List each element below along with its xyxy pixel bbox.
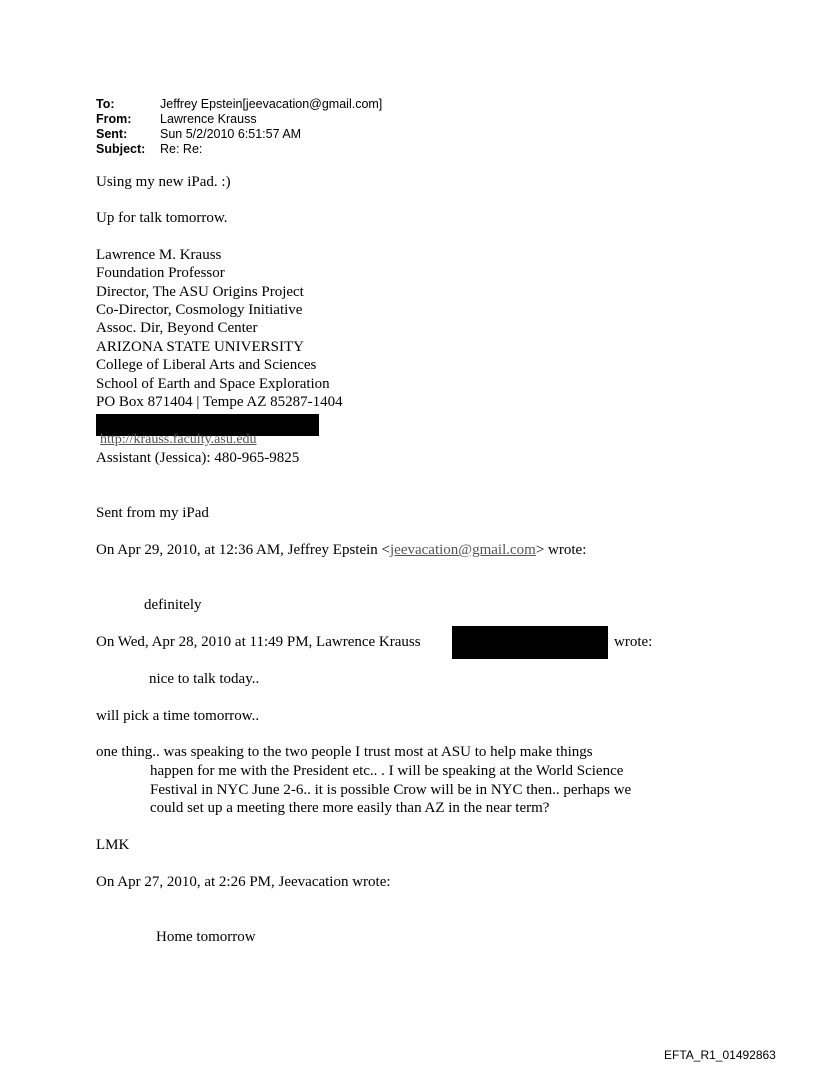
body-line-1: Using my new iPad. :) (96, 174, 231, 190)
signature-line: Co-Director, Cosmology Initiative (96, 302, 303, 318)
quote2-intro-prefix: On Wed, Apr 28, 2010 at 11:49 PM, Lawrence Krauss (96, 634, 421, 650)
quote2-line-2: will pick a time tomorrow.. (96, 708, 260, 724)
quote2-para-line: one thing.. was speaking to the two people I trust most at ASU to help make things (96, 744, 593, 760)
quote1-intro (96, 542, 586, 559)
to-value: Jeffrey Epstein[jeevacation@gmail.com] (160, 97, 383, 111)
quote1-body: definitely (144, 597, 202, 613)
signature-line: Lawrence M. Krauss (96, 247, 222, 263)
quote2-para-line: could set up a meeting there more easily than AZ in the near term? (150, 800, 550, 816)
signature-line: College of Liberal Arts and Sciences (96, 357, 317, 373)
quote1-intro-suffix: > wrote: (535, 542, 587, 558)
assistant-line: Assistant (Jessica): 480-965-9825 (96, 450, 300, 466)
signature-line: ARIZONA STATE UNIVERSITY (96, 339, 304, 355)
signature-line: Director, The ASU Origins Project (96, 284, 304, 300)
quote1-intro-prefix: On Apr 29, 2010, at 12:36 AM, Jeffrey Epstein < (96, 542, 390, 558)
lmk-line: LMK (96, 837, 130, 853)
sent-label: Sent: (96, 127, 128, 141)
quote2-para-line: happen for me with the President etc.. . I will be speaking at the World Science (150, 763, 624, 779)
to-label: To: (96, 97, 115, 111)
quote2-intro-suffix: wrote: (614, 634, 653, 650)
sent-value: Sun 5/2/2010 6:51:57 AM (160, 127, 302, 141)
faculty-url-link[interactable]: http://krauss.faculty.asu.edu (100, 432, 257, 447)
signature-line: Assoc. Dir, Beyond Center (96, 320, 258, 336)
from-value: Lawrence Krauss (160, 112, 257, 126)
quote3-intro: On Apr 27, 2010, at 2:26 PM, Jeevacation wrote: (96, 874, 391, 890)
document-id: EFTA_R1_01492863 (664, 1048, 776, 1062)
epstein-email-link[interactable]: jeevacation@gmail.com (390, 542, 536, 558)
signature-line: School of Earth and Space Exploration (96, 376, 330, 392)
subject-value: Re: Re: (160, 142, 203, 156)
body-line-2: Up for talk tomorrow. (96, 210, 228, 226)
subject-label: Subject: (96, 142, 146, 156)
redaction-box (452, 626, 608, 659)
signature-line: Foundation Professor (96, 265, 225, 281)
quote2-line-1: nice to talk today.. (149, 671, 260, 687)
signature-line: PO Box 871404 | Tempe AZ 85287-1404 (96, 394, 343, 410)
from-label: From: (96, 112, 132, 126)
quote3-body: Home tomorrow (156, 929, 256, 945)
sent-from-line: Sent from my iPad (96, 505, 209, 521)
quote2-para-line: Festival in NYC June 2-6.. it is possible Crow will be in NYC then.. perhaps we (150, 782, 632, 798)
